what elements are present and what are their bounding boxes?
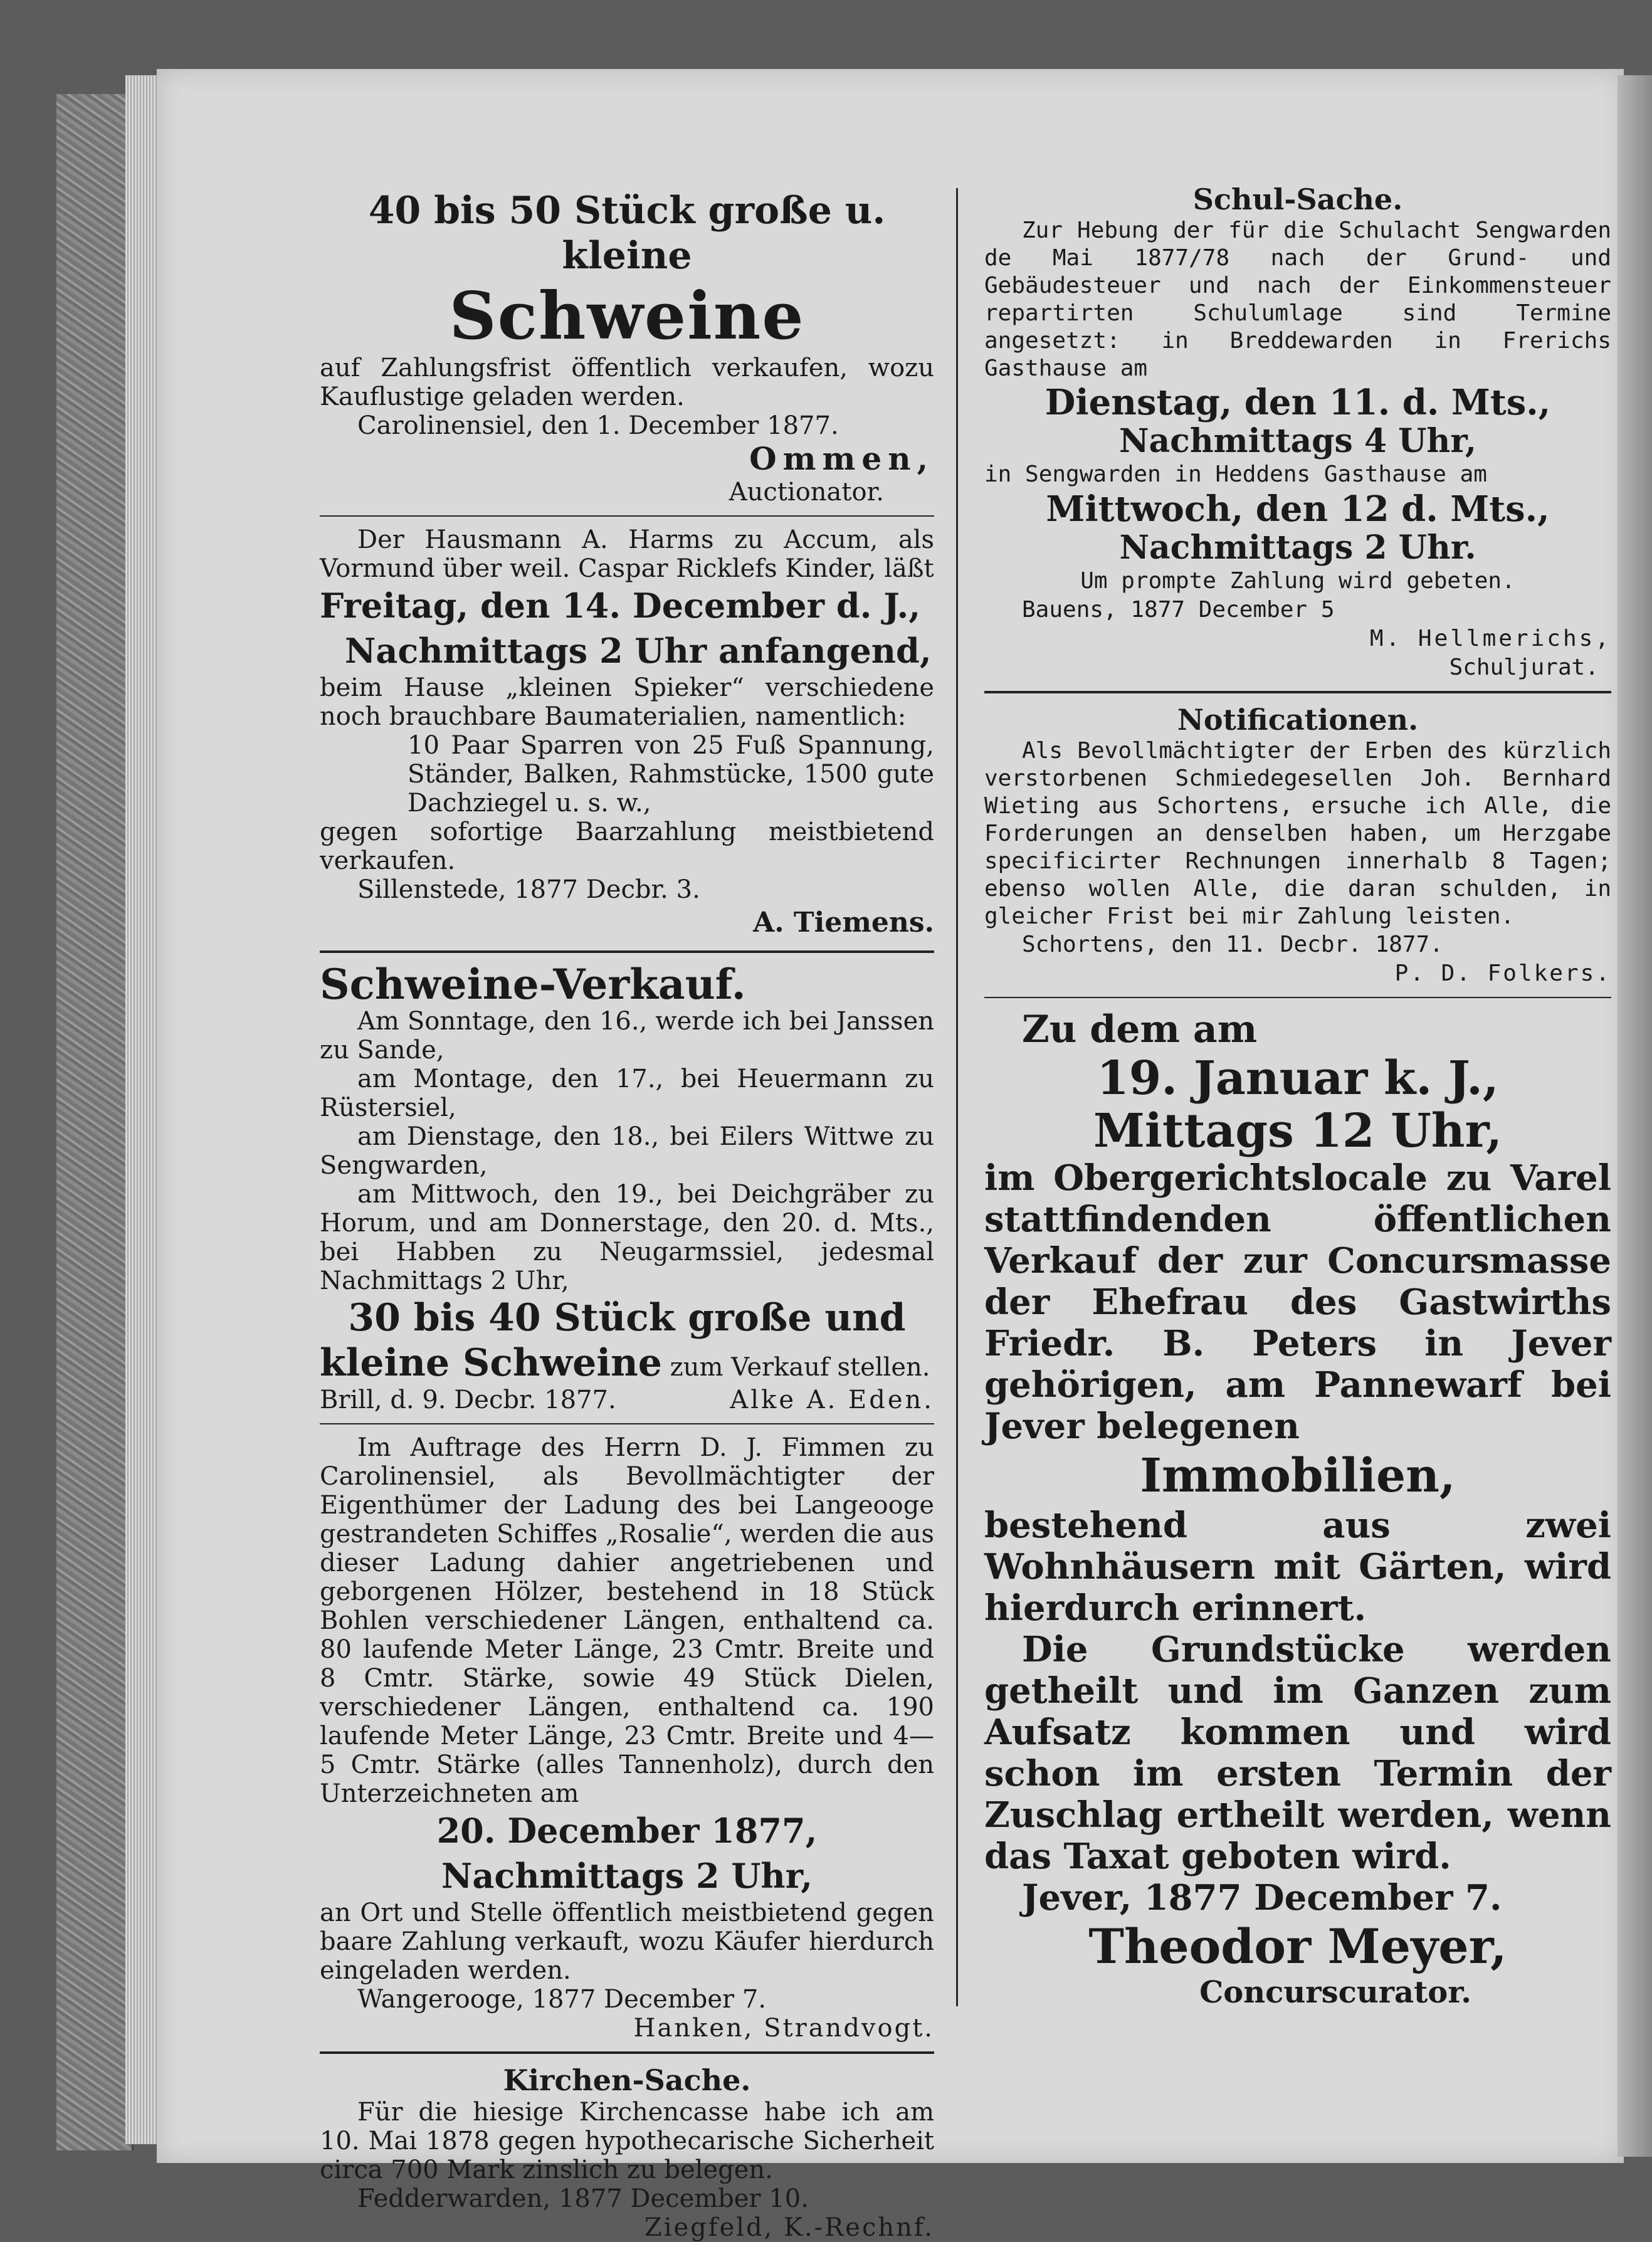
ad-title: Schweine-Verkauf. — [320, 960, 746, 1009]
ad-intro: Der Hausmann A. Harms zu Accum, als Vormund über weil. Caspar Ricklefs Kinder, läßt — [320, 525, 934, 583]
ad-time: Nachmittags 2 Uhr anfangend, — [345, 631, 932, 671]
ad-date: Mittwoch, den 12 d. Mts., — [1046, 488, 1550, 530]
ad-line: am Montage, den 17., bei Heuermann zu Rüstersiel, — [320, 1065, 934, 1122]
facing-page-edge — [1618, 75, 1652, 2157]
ad-title: Immobilien, — [1140, 1449, 1456, 1503]
ad-date: 19. Januar k. J., — [1097, 1051, 1499, 1105]
ad-title: Kirchen-Sache. — [503, 2063, 751, 2097]
ad-signature: Theodor Meyer, — [1088, 1918, 1507, 1974]
ad-role: Concurscurator. — [1199, 1975, 1471, 2010]
ad-kirchen-sache — [320, 2063, 934, 2242]
ad-signature: Ziegfeld, K.-Rechnf. — [644, 2213, 934, 2242]
ad-place-date: Brill, d. 9. Decbr. 1877. — [320, 1386, 616, 1414]
ad-terms: gegen sofortige Baarzahlung meistbietend verkaufen. — [320, 818, 934, 875]
ad-notificationen — [984, 702, 1611, 988]
ad-place-date: Carolinensiel, den 1. December 1877. — [357, 411, 839, 440]
ad-note: Um prompte Zahlung wird gebeten. — [1080, 568, 1515, 594]
ad-headline: 30 bis 40 Stück große und — [348, 1296, 906, 1340]
ad-body: auf Zahlungsfrist öffentlich verkaufen, wozu Kauflustige geladen werden. — [320, 354, 934, 411]
ad-place-date: Bauens, 1877 December 5 — [1022, 597, 1335, 623]
ad-date: Freitag, den 14. December d. J., — [320, 586, 921, 626]
ad-time: Nachmittags 2 Uhr, — [441, 1856, 813, 1896]
ad-signature: M. Hellmerichs, — [1369, 626, 1611, 651]
ad-body: Zur Hebung der für die Schulacht Sengwarden de Mai 1877/78 nach der Grund- und Gebäudesteuer und nach der Einkommensteuer repartirten Schulumlage sind Termine angesetzt: in Breddewarden in Frerichs Gasthause am — [984, 218, 1611, 381]
ad-separator — [320, 1423, 934, 1424]
ad-body: im Obergerichtslocale zu Varel stattfindenden öffentlichen Verkauf der zur Concursmasse der Ehefrau des Gastwirths Friedr. B. Peters in Jever gehörigen, am Pannewarf bei Jever belegenen — [984, 1157, 1611, 1447]
ad-time: Nachmittags 4 Uhr, — [1118, 422, 1477, 460]
ad-body: Für die hiesige Kirchencasse habe ich am 10. Mai 1878 gegen hypothecarische Sicherheit circa 700 Mark zinslich zu belegen. — [320, 2098, 934, 2184]
column-divider — [956, 188, 958, 2006]
ad-role: Schuljurat. — [1449, 655, 1599, 680]
ad-body: Im Auftrage des Herrn D. J. Fimmen zu Carolinensiel, als Bevollmächtigter der Eigenthümer der Ladung des bei Langeooge gestrandeten Schiffes „Rosalie“, werden die aus dieser Ladung dahier angetriebenen und geborgenen Hölzer, bestehend in 18 Stück Bohlen verschiedener Längen, enthaltend ca. 80 laufende Meter Länge, 23 Cmtr. Breite und 8 Cmtr. Stärke, sowie 49 Stück Dielen, verschiedener Längen, enthaltend ca. 190 laufende Meter Länge, 23 Cmtr. Breite und 4—5 Cmtr. Stärke (alles Tannenholz), durch den Unterzeichneten am — [320, 1433, 934, 1808]
ad-line: Zu dem am — [1022, 1008, 1258, 1051]
ad-signature: A. Tiemens. — [753, 907, 934, 939]
ad-time: Mittags 12 Uhr, — [1093, 1104, 1502, 1158]
ad-rosalie-hoelzer — [320, 1433, 934, 2043]
marbled-book-edge — [56, 94, 134, 2150]
ad-headline: 40 bis 50 Stück große u. kleine — [368, 189, 886, 278]
ad-date: 20. December 1877, — [436, 1811, 818, 1851]
ad-signature: P. D. Folkers. — [1394, 960, 1611, 986]
ad-text: an Ort und Stelle öffentlich meistbietend gegen baare Zahlung verkauft, wozu Käufer hierdurch eingeladen werden. — [320, 1898, 934, 1985]
ad-items: 10 Paar Sparren von 25 Fuß Spannung, Ständer, Balken, Rahmstücke, 1500 gute Dachziegel u. s. w., — [408, 731, 934, 818]
ad-title: Schweine — [449, 277, 805, 354]
ad-place-date: Sillenstede, 1877 Decbr. 3. — [357, 875, 700, 904]
ad-baumaterialien — [320, 525, 934, 942]
ad-footer — [320, 1386, 934, 1414]
left-column — [320, 188, 934, 2242]
ad-schweine-ommen — [320, 188, 934, 507]
ad-title: Schul-Sache. — [1192, 182, 1403, 216]
ad-immobilien — [984, 1007, 1611, 2010]
ad-time: Nachmittags 2 Uhr. — [1119, 529, 1476, 567]
ad-signature: Alke A. Eden. — [730, 1386, 934, 1414]
ad-line: am Dienstage, den 18., bei Eilers Wittwe zu Sengwarden, — [320, 1122, 934, 1180]
ad-place-date: Schortens, den 11. Decbr. 1877. — [1022, 932, 1443, 957]
ad-separator — [984, 997, 1611, 998]
ad-place-date: Fedderwarden, 1877 December 10. — [357, 2184, 809, 2213]
ad-separator — [320, 515, 934, 517]
ad-title: Notificationen. — [1177, 703, 1419, 737]
ad-schul-sache — [984, 182, 1611, 682]
ad-line: am Mittwoch, den 19., bei Deichgräber zu Horum, und am Donnerstage, den 20. d. Mts., bei Habben zu Neugarmssiel, jedesmal Nachmittags 2 Uhr, — [320, 1180, 934, 1295]
ad-text: in Sengwarden in Heddens Gasthause am — [984, 461, 1487, 487]
ad-signature: Hanken, Strandvogt. — [633, 2014, 934, 2043]
ad-separator — [984, 691, 1611, 693]
ad-headline-2 — [320, 1340, 934, 1386]
ad-place-date: Wangerooge, 1877 December 7. — [357, 1985, 767, 2014]
ad-role: Auctionator. — [729, 478, 884, 507]
ad-line: Am Sonntage, den 16., werde ich bei Janssen zu Sande, — [320, 1007, 934, 1065]
ad-body: Die Grundstücke werden getheilt und im Ganzen zum Aufsatz kommen und wird schon im ersten Termin der Zuschlag ertheilt werden, wenn das Taxat geboten wird. — [984, 1629, 1611, 1877]
ad-separator — [320, 950, 934, 953]
ad-place-date: Jever, 1877 December 7. — [1022, 1877, 1502, 1918]
ad-signature: Ommen, — [749, 440, 934, 477]
ad-body: Als Bevollmächtigter der Erben des kürzlich verstorbenen Schmiedegesellen Joh. Bernhard Wieting aus Schortens, ersuche ich Alle, die Forderungen an denselben haben, um Herzgabe specificirter Rechnungen innerhalb 8 Tagen; ebenso wollen Alle, die daran schulden, in gleicher Frist bei mir Zahlung leisten. — [984, 738, 1611, 929]
ad-date: Dienstag, den 11. d. Mts., — [1044, 382, 1551, 423]
ad-text: beim Hause „kleinen Spieker“ verschiedene noch brauchbare Baumaterialien, namentlich: — [320, 673, 934, 731]
ad-schweine-verkauf — [320, 962, 934, 1414]
ad-body: bestehend aus zwei Wohnhäusern mit Gärten, wird hierdurch erinnert. — [984, 1505, 1611, 1629]
ad-headline-tail: zum Verkauf stellen. — [661, 1353, 930, 1382]
ad-headline-strong: kleine Schweine — [320, 1341, 662, 1385]
ad-separator — [320, 2051, 934, 2054]
right-column — [984, 182, 1611, 2010]
